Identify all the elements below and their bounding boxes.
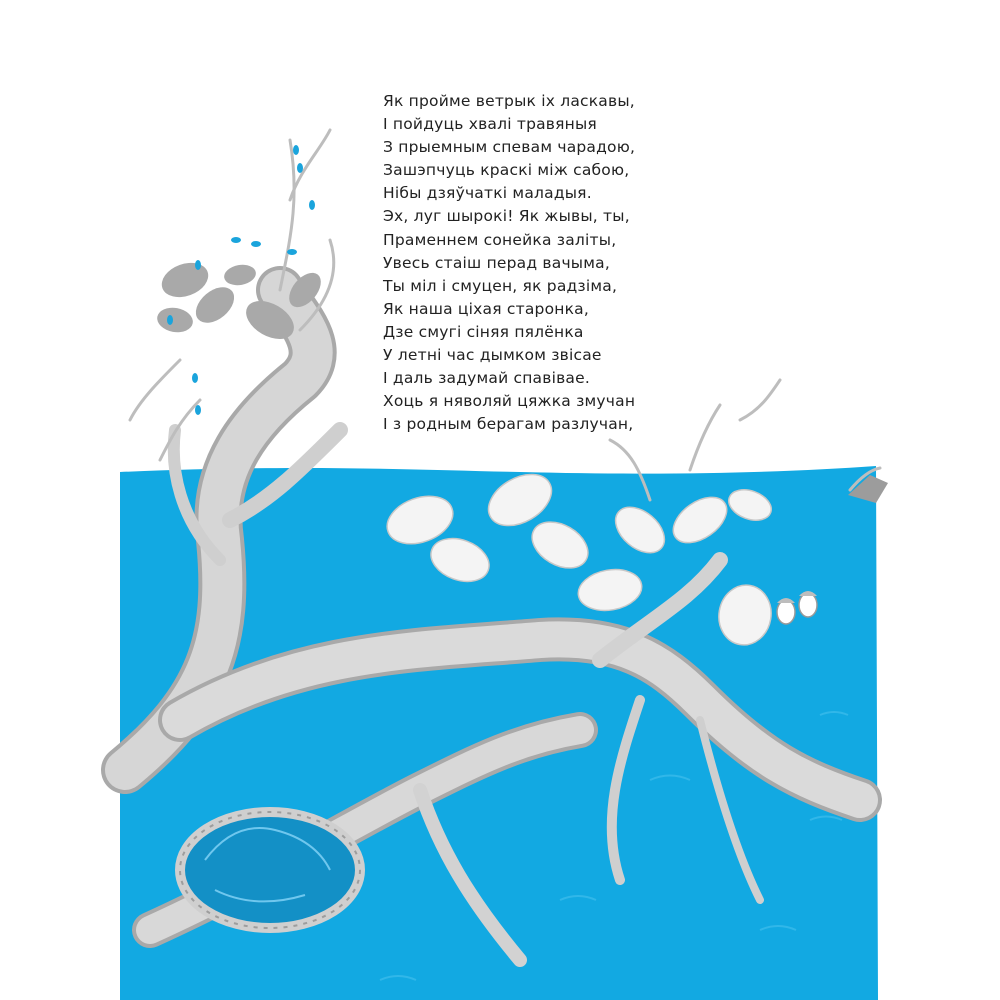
poem-line: Увесь стаіш перад вачыма, — [383, 253, 610, 272]
poem-line: І даль задумай спавівае. — [383, 369, 590, 388]
poem-line: Хоць я няволяй цяжка змучан — [383, 392, 636, 411]
poem-line: І з родным берагам разлучан, — [383, 415, 634, 434]
poem-line: Эх, луг шырокі! Як жывы, ты, — [383, 207, 630, 226]
poem-line: У летні час дымком звісае — [383, 346, 602, 365]
poem-line: Як наша ціхая старонка, — [383, 299, 589, 318]
bird-nest — [180, 812, 360, 928]
poem-line: Нібы дзяўчаткі маладыя. — [383, 184, 592, 203]
poem-text — [383, 90, 703, 436]
poem-line: І пойдуць хвалі травяныя — [383, 115, 597, 134]
poem-line: Ты міл і смуцен, як радзіма, — [383, 276, 618, 295]
poem-line: Дзе смугі сіняя пялёнка — [383, 322, 584, 341]
poem-line: Як пройме ветрык іх ласкавы, — [383, 92, 635, 110]
poem-line: Праменнем сонейка заліты, — [383, 230, 617, 249]
poem-line: З прыемным спевам чарадою, — [383, 138, 636, 157]
poem-line: Зашэпчуць краскі між сабою, — [383, 161, 630, 180]
